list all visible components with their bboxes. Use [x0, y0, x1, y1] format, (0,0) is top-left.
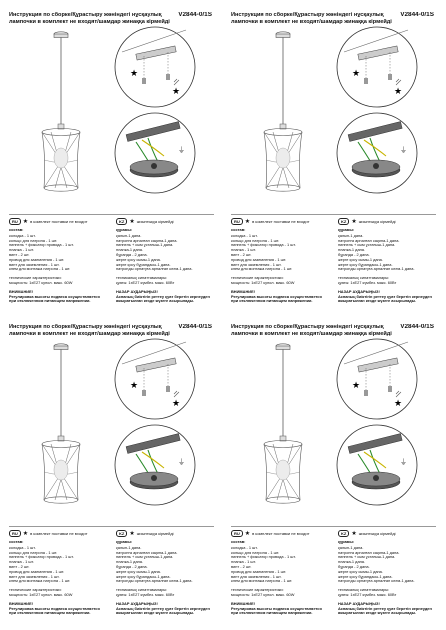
pendant-lamp-illustration — [231, 28, 335, 214]
ru-contents-heading: состав: — [9, 539, 24, 544]
list-item: винт для заземления - 1 шт. — [9, 261, 60, 267]
sheet-title — [231, 12, 436, 18]
kz-items — [338, 234, 438, 272]
star-icon: ★ — [244, 530, 251, 537]
list-item: Аспаның биіктігін реттеу қуат беретін кернеуден — [116, 293, 210, 299]
list-item: ниппель + фиксатор провода - 1 шт. — [231, 554, 296, 560]
ceiling-mount-detail — [114, 26, 196, 108]
wiring-detail — [114, 424, 196, 506]
instruction-sheet — [6, 12, 217, 312]
pendant-lamp-illustration — [9, 340, 113, 526]
divider — [9, 214, 214, 215]
list-item: ниппель + сым ұстағыш-1 дана. — [338, 242, 396, 248]
list-item: қалып-1 дана. — [116, 544, 142, 550]
ru-note-row — [9, 218, 87, 225]
list-item: патронға арналған сақина-1 дана. — [338, 237, 400, 243]
star-marker-icon: ★ — [394, 87, 403, 97]
kz-specs-heading: техникалық сипаттамалары: — [338, 275, 390, 281]
ru-items — [9, 546, 109, 584]
kz-items — [116, 546, 216, 584]
list-item: жерге қосу сымы-1 дана. — [116, 568, 161, 574]
ru-specs-heading: технические характеристики: — [231, 275, 284, 281]
product-code: V2844-0/1S — [400, 324, 434, 330]
instruction-sheet — [228, 324, 439, 624]
ceiling-mount-detail — [114, 338, 196, 420]
star-marker-icon: ★ — [172, 399, 181, 409]
ru-badge: RU — [9, 218, 21, 225]
list-item: патронды орнатуға арналған клем-1 дана. — [116, 266, 193, 272]
list-item: винт - 2 шт. — [9, 563, 30, 569]
kz-warning-heading: НАЗАР АУДАРЫҢЫЗ! — [338, 288, 380, 294]
list-item: при отключенном питающем напряжении. — [9, 298, 91, 304]
list-item: патронды орнатуға арналған клем-1 дана. — [338, 266, 415, 272]
sheet-title — [9, 324, 214, 330]
ru-contents-heading: состав: — [231, 227, 246, 232]
list-item: планка - 1 шт. — [231, 559, 256, 565]
ru-note-row — [231, 218, 309, 225]
ru-contents-heading: состав: — [231, 539, 246, 544]
kz-warning-heading: НАЗАР АУДАРЫҢЫЗ! — [116, 600, 158, 606]
divider — [9, 526, 214, 527]
kz-specs: қуаты: 1xE27 күмбез. макс. 60Вт — [338, 279, 397, 285]
list-item: ажыратылған кезде жүзеге асырылады. — [116, 610, 195, 616]
kz-column — [116, 228, 216, 304]
list-item: клем для монтажа патрона - 1 шт. — [231, 266, 293, 272]
kz-note-row — [338, 530, 396, 537]
ru-specs: мощность: 1xE27 купол. макс. 60W — [9, 279, 73, 285]
list-item: жерге қосу сымы-1 дана. — [116, 256, 161, 262]
list-item: винт - 2 шт. — [231, 251, 252, 257]
list-item: бұрандa - 2 дана. — [338, 251, 370, 257]
kz-items — [338, 546, 438, 584]
ru-specs-heading: технические характеристики: — [9, 587, 62, 593]
list-item: Регулировка высоты подвеса осуществляется — [231, 605, 322, 611]
list-item: планка-1 дана. — [338, 247, 366, 253]
ru-specs: мощность: 1xE27 купол. макс. 60W — [231, 591, 295, 597]
list-item: патронға арналған сақина-1 дана. — [116, 237, 178, 243]
ground-symbol-icon: ⏚ — [400, 146, 407, 154]
list-item: қалып-1 дана. — [116, 232, 142, 238]
ru-warning — [231, 607, 331, 617]
list-item: Регулировка высоты подвеса осуществляется — [9, 293, 100, 299]
list-item: кольцо для патрона - 1 шт. — [9, 237, 58, 243]
ru-badge: RU — [231, 530, 243, 537]
star-icon: ★ — [129, 218, 135, 225]
product-code: V2844-0/1S — [178, 12, 212, 18]
ru-note-row — [231, 530, 309, 537]
ru-warning — [9, 295, 109, 305]
list-item: провод для заземления - 1 шт. — [9, 568, 65, 574]
title-text: Инструкция по сборке/Құрастыру жөніндегі нұсқаулық — [9, 12, 162, 18]
ceiling-mount-detail — [336, 26, 418, 108]
kz-note-row — [116, 530, 174, 537]
ru-column — [231, 228, 331, 304]
list-item: колодка - 1 шт. — [231, 544, 258, 550]
sheet-subtitle: лампочки в комплект не входят/шамдар жинаққа кірмейді — [9, 19, 170, 25]
ru-items — [9, 234, 109, 272]
list-item: ниппель + фиксатор провода - 1 шт. — [231, 242, 296, 248]
list-item: бұрандa - 2 дана. — [116, 251, 148, 257]
star-marker-icon: ★ — [130, 69, 139, 79]
list-item: жерге қосу бұрандасы-1 дана. — [116, 261, 171, 267]
kz-column — [338, 540, 438, 616]
ru-items — [231, 234, 331, 272]
ru-badge: RU — [9, 530, 21, 537]
list-item: винт для заземления - 1 шт. — [231, 261, 282, 267]
kz-column — [116, 540, 216, 616]
list-item: жерге қосу бұрандасы-1 дана. — [338, 573, 393, 579]
title-text: Инструкция по сборке/Құрастыру жөніндегі нұсқаулық — [9, 324, 162, 330]
kz-specs-heading: техникалық сипаттамалары: — [116, 587, 168, 593]
ceiling-mount-detail — [336, 338, 418, 420]
ru-contents-heading: состав: — [9, 227, 24, 232]
list-item: планка-1 дана. — [116, 559, 144, 565]
sheet-subtitle: лампочки в комплект не входят/шамдар жинаққа кірмейді — [9, 331, 170, 337]
star-icon: ★ — [351, 218, 357, 225]
list-item: планка-1 дана. — [116, 247, 144, 253]
ru-note: в комплект поставки не входит — [252, 219, 310, 224]
list-item: патронды орнатуға арналған клем-1 дана. — [116, 578, 193, 584]
list-item: Регулировка высоты подвеса осуществляется — [9, 605, 100, 611]
kz-badge: KZ — [338, 530, 349, 537]
list-item: ниппель + фиксатор провода - 1 шт. — [9, 554, 74, 560]
divider — [231, 526, 436, 527]
kz-note-row — [116, 218, 174, 225]
list-item: колодка - 1 шт. — [9, 544, 36, 550]
ground-symbol-icon: ⏚ — [178, 458, 185, 466]
list-item: кольцо для патрона - 1 шт. — [9, 549, 58, 555]
sheet-subtitle: лампочки в комплект не входят/шамдар жинаққа кірмейді — [231, 331, 392, 337]
ru-specs-heading: технические характеристики: — [231, 587, 284, 593]
list-item: қалып-1 дана. — [338, 232, 364, 238]
ru-items — [231, 546, 331, 584]
product-code: V2844-0/1S — [178, 324, 212, 330]
list-item: планка-1 дана. — [338, 559, 366, 565]
sheet-title — [9, 12, 214, 18]
sheet-title — [231, 324, 436, 330]
list-item: Аспаның биіктігін реттеу қуат беретін кернеуден — [338, 605, 432, 611]
kz-specs-heading: техникалық сипаттамалары: — [116, 275, 168, 281]
wiring-detail — [336, 424, 418, 506]
divider — [231, 214, 436, 215]
ru-warning — [9, 607, 109, 617]
kz-note: жиынтыққа кірмейді — [358, 219, 396, 224]
ru-column — [9, 228, 109, 304]
list-item: винт для заземления - 1 шт. — [231, 573, 282, 579]
kz-contents-heading: құрамы: — [116, 227, 133, 232]
ru-note: в комплект поставки не входит — [30, 219, 88, 224]
list-item: ажыратылған кезде жүзеге асырылады. — [116, 298, 195, 304]
kz-specs: қуаты: 1xE27 күмбез. макс. 60Вт — [116, 279, 175, 285]
list-item: қалып-1 дана. — [338, 544, 364, 550]
title-text: Инструкция по сборке/Құрастыру жөніндегі нұсқаулық — [231, 12, 384, 18]
title-text: Инструкция по сборке/Құрастыру жөніндегі нұсқаулық — [231, 324, 384, 330]
kz-specs: қуаты: 1xE27 күмбез. макс. 60Вт — [116, 591, 175, 597]
ru-warning-heading: ВНИМАНИЕ! — [231, 288, 255, 294]
list-item: винт для заземления - 1 шт. — [9, 573, 60, 579]
ru-specs: мощность: 1xE27 купол. макс. 60W — [9, 591, 73, 597]
ru-warning-heading: ВНИМАНИЕ! — [9, 288, 33, 294]
list-item: кольцо для патрона - 1 шт. — [231, 549, 280, 555]
list-item: ажыратылған кезде жүзеге асырылады. — [338, 298, 417, 304]
ru-warning — [231, 295, 331, 305]
list-item: планка - 1 шт. — [231, 247, 256, 253]
list-item: клем для монтажа патрона - 1 шт. — [231, 578, 293, 584]
kz-note-row — [338, 218, 396, 225]
kz-warning — [116, 607, 216, 617]
list-item: жерге қосу бұрандасы-1 дана. — [116, 573, 171, 579]
list-item: при отключенном питающем напряжении. — [231, 610, 313, 616]
instruction-sheet — [6, 324, 217, 624]
list-item: жерге қосу сымы-1 дана. — [338, 256, 383, 262]
list-item: планка - 1 шт. — [9, 559, 34, 565]
list-item: патронға арналған сақина-1 дана. — [116, 549, 178, 555]
kz-contents-heading: құрамы: — [338, 227, 355, 232]
star-marker-icon: ★ — [172, 87, 181, 97]
kz-warning-heading: НАЗАР АУДАРЫҢЫЗ! — [338, 600, 380, 606]
list-item: кольцо для патрона - 1 шт. — [231, 237, 280, 243]
list-item: ажыратылған кезде жүзеге асырылады. — [338, 610, 417, 616]
sheet-subtitle: лампочки в комплект не входят/шамдар жинаққа кірмейді — [231, 19, 392, 25]
product-code: V2844-0/1S — [400, 12, 434, 18]
kz-items — [116, 234, 216, 272]
wiring-detail — [114, 112, 196, 194]
ru-note-row — [9, 530, 87, 537]
kz-column — [338, 228, 438, 304]
list-item: Регулировка высоты подвеса осуществляется — [231, 293, 322, 299]
kz-note: жиынтыққа кірмейді — [136, 219, 174, 224]
list-item: винт - 2 шт. — [231, 563, 252, 569]
list-item: клем для монтажа патрона - 1 шт. — [9, 266, 71, 272]
star-marker-icon: ★ — [130, 381, 139, 391]
list-item: колодка - 1 шт. — [231, 232, 258, 238]
kz-badge: KZ — [116, 530, 127, 537]
list-item: клем для монтажа патрона - 1 шт. — [9, 578, 71, 584]
star-icon: ★ — [244, 218, 251, 225]
star-marker-icon: ★ — [352, 69, 361, 79]
list-item: при отключенном питающем напряжении. — [9, 610, 91, 616]
kz-contents-heading: құрамы: — [338, 539, 355, 544]
ground-symbol-icon: ⏚ — [400, 458, 407, 466]
kz-note: жиынтыққа кірмейді — [358, 531, 396, 536]
list-item: бұрандa - 2 дана. — [338, 563, 370, 569]
kz-contents-heading: құрамы: — [116, 539, 133, 544]
ground-symbol-icon: ⏚ — [178, 146, 185, 154]
kz-badge: KZ — [338, 218, 349, 225]
ru-warning-heading: ВНИМАНИЕ! — [231, 600, 255, 606]
pendant-lamp-illustration — [9, 28, 113, 214]
star-icon: ★ — [22, 530, 29, 537]
star-marker-icon: ★ — [352, 381, 361, 391]
ru-warning-heading: ВНИМАНИЕ! — [9, 600, 33, 606]
kz-badge: KZ — [116, 218, 127, 225]
ru-note: в комплект поставки не входит — [252, 531, 310, 536]
list-item: Аспаның биіктігін реттеу қуат беретін кернеуден — [338, 293, 432, 299]
ru-specs-heading: технические характеристики: — [9, 275, 62, 281]
ru-note: в комплект поставки не входит — [30, 531, 88, 536]
list-item: ниппель + сым ұстағыш-1 дана. — [116, 242, 174, 248]
list-item: Аспаның биіктігін реттеу қуат беретін кернеуден — [116, 605, 210, 611]
list-item: жерге қосу бұрандасы-1 дана. — [338, 261, 393, 267]
list-item: колодка - 1 шт. — [9, 232, 36, 238]
list-item: ниппель + фиксатор провода - 1 шт. — [9, 242, 74, 248]
kz-specs-heading: техникалық сипаттамалары: — [338, 587, 390, 593]
list-item: патронды орнатуға арналған клем-1 дана. — [338, 578, 415, 584]
list-item: при отключенном питающем напряжении. — [231, 298, 313, 304]
kz-warning-heading: НАЗАР АУДАРЫҢЫЗ! — [116, 288, 158, 294]
list-item: ниппель + сым ұстағыш-1 дана. — [338, 554, 396, 560]
ru-specs: мощность: 1xE27 купол. макс. 60W — [231, 279, 295, 285]
pendant-lamp-illustration — [231, 340, 335, 526]
kz-warning — [338, 607, 438, 617]
ru-badge: RU — [231, 218, 243, 225]
kz-warning — [338, 295, 438, 305]
wiring-detail — [336, 112, 418, 194]
instruction-sheet — [228, 12, 439, 312]
kz-warning — [116, 295, 216, 305]
list-item: жерге қосу сымы-1 дана. — [338, 568, 383, 574]
star-icon: ★ — [351, 530, 357, 537]
star-icon: ★ — [129, 530, 135, 537]
list-item: патронға арналған сақина-1 дана. — [338, 549, 400, 555]
list-item: провод для заземления - 1 шт. — [9, 256, 65, 262]
list-item: планка - 1 шт. — [9, 247, 34, 253]
star-icon: ★ — [22, 218, 29, 225]
ru-column — [231, 540, 331, 616]
list-item: ниппель + сым ұстағыш-1 дана. — [116, 554, 174, 560]
list-item: винт - 2 шт. — [9, 251, 30, 257]
ru-column — [9, 540, 109, 616]
kz-specs: қуаты: 1xE27 күмбез. макс. 60Вт — [338, 591, 397, 597]
kz-note: жиынтыққа кірмейді — [136, 531, 174, 536]
list-item: бұрандa - 2 дана. — [116, 563, 148, 569]
list-item: провод для заземления - 1 шт. — [231, 256, 287, 262]
list-item: провод для заземления - 1 шт. — [231, 568, 287, 574]
star-marker-icon: ★ — [394, 399, 403, 409]
